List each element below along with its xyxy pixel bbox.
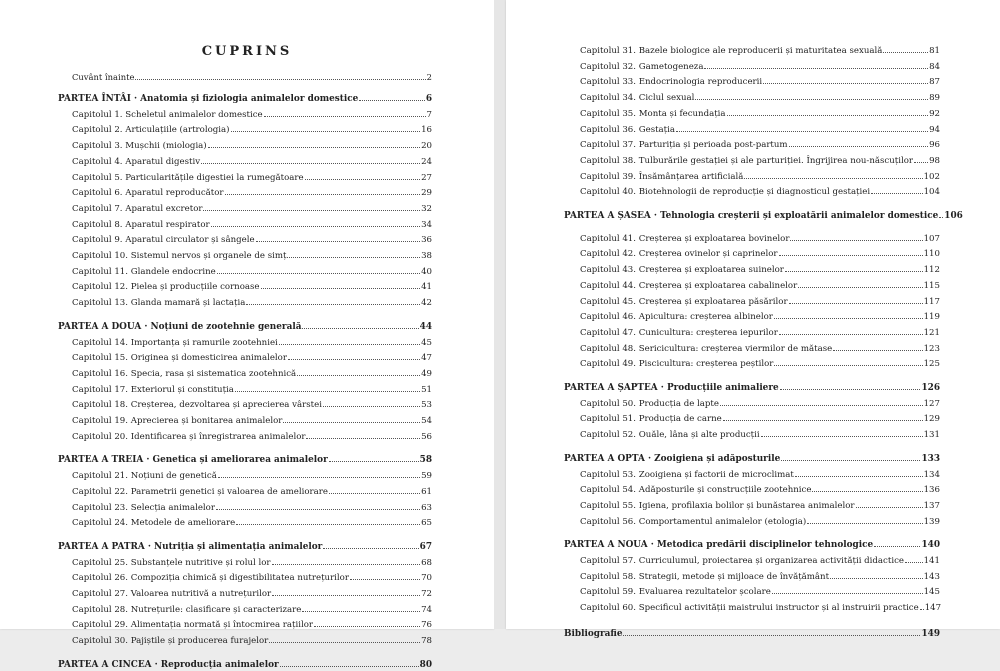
toc-chapter-row <box>580 172 940 183</box>
toc-dot-leader <box>623 635 920 636</box>
toc-chapter-row <box>72 267 432 278</box>
toc-chapter-row <box>72 235 432 246</box>
toc-part-row <box>564 383 940 394</box>
toc-entry-page: 102 <box>923 171 940 182</box>
toc-entry-title: Capitolul 6. Aparatul reproducător <box>72 188 224 199</box>
toc-chapter-row <box>580 156 940 167</box>
toc-chapter-row <box>72 141 432 152</box>
toc-entry-page: 68 <box>421 557 432 568</box>
toc-dot-leader <box>302 328 418 329</box>
toc-chapter-row <box>72 282 432 293</box>
toc-chapter-row <box>580 470 940 481</box>
toc-entry-page: 78 <box>421 636 432 647</box>
toc-dot-leader <box>727 115 929 116</box>
toc-entry-title: PARTEA A ȘASEA · Tehnologia creșterii și exploatării animalelor domestice <box>564 211 939 221</box>
toc-dot-leader <box>135 79 425 80</box>
toc-dot-leader <box>350 579 420 580</box>
toc-dot-leader <box>246 304 420 305</box>
toc-entry-page: 107 <box>923 233 940 244</box>
toc-entry-page: 51 <box>421 384 432 395</box>
toc-entry-page: 104 <box>923 187 940 198</box>
toc-entry-page: 117 <box>923 296 940 307</box>
toc-chapter-row <box>580 265 940 276</box>
toc-entry-title: Capitolul 44. Creșterea și exploatarea cabalinelor <box>580 280 798 291</box>
toc-dot-leader <box>279 344 420 345</box>
toc-entry-title: Capitolul 15. Originea și domesticirea animalelor <box>72 353 287 364</box>
toc-entry-title: Capitolul 56. Comportamentul animalelor (etologia) <box>580 516 807 527</box>
toc-entry-title: Capitolul 57. Curriculumul, proiectarea și organizarea activității didactice <box>580 556 904 567</box>
toc-dot-leader <box>211 226 420 227</box>
toc-entry-title: Capitolul 18. Creșterea, dezvoltarea și aprecierea vârstei <box>72 400 322 411</box>
toc-part-row <box>564 540 940 551</box>
toc-entry-page: 145 <box>923 587 940 598</box>
toc-entry-title: Capitolul 9. Aparatul circulator și sângele <box>72 235 255 246</box>
toc-part-row <box>564 211 963 222</box>
toc-entry-page: 89 <box>929 93 940 104</box>
toc-entry-title: Capitolul 26. Compoziția chimică și digestibilitatea nutrețurilor <box>72 573 349 584</box>
toc-dot-leader <box>305 179 420 180</box>
toc-dot-leader <box>236 524 420 525</box>
toc-chapter-row <box>580 312 940 323</box>
toc-entry-page: 131 <box>923 430 940 441</box>
toc-entry-title: Capitolul 48. Sericicultura: creșterea viermilor de mătase <box>580 343 833 354</box>
toc-entry-title: Capitolul 21. Noțiuni de genetică <box>72 471 217 482</box>
toc-chapter-row <box>72 636 432 647</box>
toc-dot-leader <box>761 436 923 437</box>
toc-entry-page: 115 <box>923 280 940 291</box>
toc-dot-leader <box>225 194 421 195</box>
toc-entry-page: 106 <box>944 211 963 221</box>
toc-dot-leader <box>920 609 924 610</box>
toc-dot-leader <box>323 548 418 549</box>
toc-entry-title: Capitolul 29. Alimentația normată și întocmirea rațiilor <box>72 620 314 631</box>
toc-chapter-row <box>72 157 432 168</box>
toc-entry-page: 27 <box>421 172 432 183</box>
page-left <box>0 0 494 670</box>
toc-entry-title: Capitolul 14. Importanța și ramurile zootehniei <box>72 337 278 348</box>
toc-entry-title: Capitolul 20. Identificarea și înregistrarea animalelor <box>72 431 306 442</box>
toc-dot-leader <box>720 405 923 406</box>
toc-dot-leader <box>763 83 928 84</box>
toc-entry-title: Capitolul 10. Sistemul nervos și organele de simț <box>72 251 287 261</box>
toc-dot-leader <box>789 146 928 147</box>
toc-dot-leader <box>914 162 928 163</box>
toc-entry-title: Capitolul 12. Pielea și producțiile cornoase <box>72 282 260 293</box>
toc-entry-page: 149 <box>921 628 940 639</box>
toc-chapter-row <box>72 204 432 215</box>
toc-dot-leader <box>359 100 425 101</box>
toc-dot-leader <box>807 523 922 524</box>
toc-dot-leader <box>780 389 921 390</box>
toc-entry-title: Capitolul 23. Selecția animalelor <box>72 502 215 513</box>
toc-entry-title: Capitolul 4. Aparatul digestiv <box>72 156 201 167</box>
toc-entry-page: 81 <box>929 46 940 56</box>
toc-entry-title: PARTEA A PATRA · Nutriția și alimentația animalelor <box>58 541 323 552</box>
toc-entry-title: Capitolul 32. Gametogeneza <box>580 61 704 72</box>
toc-dot-leader <box>785 271 923 272</box>
toc-entry-title: Capitolul 50. Producția de lapte <box>580 398 719 409</box>
toc-entry-page: 6 <box>425 94 432 104</box>
toc-entry-page: 137 <box>923 500 940 511</box>
toc-chapter-row <box>72 432 432 443</box>
toc-entry-page: 2 <box>426 72 432 82</box>
toc-chapter-row <box>72 416 432 427</box>
toc-chapter-row <box>72 558 432 569</box>
toc-chapter-row <box>580 572 940 583</box>
toc-entry-title: Capitolul 54. Adăposturile și construcțiile zootehnice <box>580 485 812 496</box>
toc-chapter-row <box>580 125 940 136</box>
toc-dot-leader <box>704 68 928 69</box>
toc-chapter-row <box>580 399 940 410</box>
toc-chapter-row <box>72 589 432 600</box>
toc-entry-page: 45 <box>421 337 432 348</box>
toc-chapter-row <box>72 173 432 184</box>
toc-part-row <box>58 322 432 333</box>
toc-chapter-row <box>580 46 940 57</box>
toc-dot-leader <box>779 334 923 335</box>
toc-entry-page: 34 <box>421 219 432 230</box>
toc-part-row <box>58 660 432 671</box>
toc-dot-leader <box>283 422 420 423</box>
toc-entry-page: 59 <box>421 471 432 482</box>
toc-entry-title: Capitolul 41. Creșterea și exploatarea bovinelor <box>580 233 790 244</box>
toc-entry-page: 36 <box>421 235 432 246</box>
toc-entry-title: Capitolul 51. Producția de carne <box>580 414 722 425</box>
toc-entry-page: 20 <box>421 141 432 152</box>
toc-entry-page: 41 <box>421 282 432 293</box>
toc-entry-title: Capitolul 22. Parametrii genetici și valoarea de ameliorare <box>72 486 328 497</box>
toc-entry-title: PARTEA A CINCEA · Reproducția animalelor <box>58 659 279 670</box>
toc-dot-leader <box>812 491 922 492</box>
toc-entry-page: 47 <box>421 353 432 364</box>
toc-dot-leader <box>297 375 420 376</box>
toc-entry-title: PARTEA A DOUA · Noțiuni de zootehnie generală <box>58 321 302 332</box>
toc-entry-page: 63 <box>421 502 432 513</box>
toc-chapter-row <box>72 518 432 529</box>
toc-chapter-row <box>580 359 940 370</box>
toc-dot-leader <box>871 193 922 194</box>
toc-entry-page: 49 <box>421 368 432 379</box>
toc-chapter-row <box>580 587 940 598</box>
toc-dot-leader <box>288 359 420 360</box>
toc-dot-leader <box>795 476 923 477</box>
toc-dot-leader <box>723 420 923 421</box>
toc-entry-page: 140 <box>921 540 940 551</box>
toc-part-row <box>58 455 432 466</box>
toc-dot-leader <box>833 350 922 351</box>
toc-entry-page: 40 <box>421 266 432 277</box>
toc-chapter-row <box>580 187 940 198</box>
toc-entry-page: 126 <box>921 383 940 394</box>
toc-entry-page: 72 <box>421 589 432 599</box>
toc-entry-title: PARTEA ÎNTÂI · Anatomia și fiziologia animalelor domestice <box>58 94 359 104</box>
toc-entry-page: 134 <box>923 469 940 480</box>
toc-entry-title: Capitolul 34. Ciclul sexual <box>580 93 695 104</box>
toc-title: CUPRINS <box>201 44 293 59</box>
toc-dot-leader <box>256 241 421 242</box>
toc-entry-page: 141 <box>923 556 940 567</box>
toc-dot-leader <box>264 116 426 117</box>
toc-dot-leader <box>874 546 920 547</box>
toc-chapter-row <box>72 573 432 584</box>
toc-entry-page: 123 <box>923 343 940 354</box>
toc-entry-title: Capitolul 17. Exteriorul și constituția <box>72 384 234 395</box>
toc-entry-title: Capitolul 30. Pajiștile și producerea furajelor <box>72 636 269 647</box>
toc-dot-leader <box>329 493 420 494</box>
toc-entry-title: Capitolul 39. Însămânțarea artificială <box>580 171 744 182</box>
toc-dot-leader <box>329 461 419 462</box>
toc-entry-page: 143 <box>923 571 940 582</box>
toc-entry-page: 74 <box>421 604 432 615</box>
toc-part-row <box>58 542 432 553</box>
toc-chapter-row <box>580 249 940 260</box>
toc-entry-title: Capitolul 8. Aparatul respirator <box>72 219 210 230</box>
toc-dot-leader <box>235 391 420 392</box>
toc-dot-leader <box>830 578 923 579</box>
toc-entry-page: 38 <box>421 251 432 261</box>
toc-chapter-row <box>580 328 940 339</box>
toc-entry-page: 80 <box>419 659 432 670</box>
toc-entry-page: 136 <box>923 485 940 496</box>
toc-chapter-row <box>580 234 940 245</box>
toc-chapter-row <box>580 414 940 425</box>
toc-part-row <box>564 629 940 640</box>
toc-chapter-row <box>72 298 432 309</box>
toc-entry-page: 24 <box>421 156 432 167</box>
toc-entry-page: 32 <box>421 203 432 214</box>
toc-entry-title: Capitolul 46. Apicultura: creșterea albinelor <box>580 312 773 323</box>
toc-chapter-row <box>72 353 432 364</box>
toc-entry-title: Capitolul 11. Glandele endocrine <box>72 266 216 277</box>
toc-chapter-row <box>580 109 940 120</box>
toc-dot-leader <box>790 240 922 241</box>
toc-entry-title: PARTEA A NOUA · Metodica predării disciplinelor tehnologice <box>564 540 874 551</box>
page-gutter <box>494 0 506 629</box>
toc-dot-leader <box>272 564 421 565</box>
toc-entry-page: 96 <box>929 140 940 151</box>
toc-entry-page: 112 <box>923 265 940 276</box>
toc-chapter-row <box>580 281 940 292</box>
toc-dot-leader <box>261 288 421 289</box>
toc-entry-title: PARTEA A OPTA · Zooigiena și adăposturile <box>564 453 781 464</box>
toc-entry-title: Capitolul 33. Endocrinologia reproducerii <box>580 77 763 88</box>
toc-entry-title: Capitolul 47. Cunicultura: creșterea iepurilor <box>580 327 778 338</box>
toc-chapter-row <box>72 503 432 514</box>
toc-dot-leader <box>774 318 923 319</box>
toc-dot-leader <box>208 147 420 148</box>
toc-entry-title: Capitolul 13. Glanda mamară și lactația <box>72 298 246 309</box>
toc-entry-page: 54 <box>421 416 432 426</box>
toc-entry-page: 129 <box>923 414 940 425</box>
toc-entry-page: 56 <box>421 431 432 442</box>
toc-entry-page: 133 <box>921 453 940 464</box>
toc-chapter-row <box>72 400 432 411</box>
toc-chapter-row <box>72 188 432 199</box>
toc-entry-title: Capitolul 53. Zooigiena și factorii de microclimat <box>580 469 794 480</box>
toc-entry-title: Capitolul 2. Articulațiile (artrologia) <box>72 125 230 136</box>
toc-entry-page: 87 <box>929 77 940 88</box>
toc-chapter-row <box>580 501 940 512</box>
toc-dot-leader <box>216 509 420 510</box>
toc-entry-title: Capitolul 16. Specia, rasa și sistematica zootehnică <box>72 368 297 379</box>
toc-entry-title: Capitolul 35. Monta și fecundația <box>580 108 726 119</box>
toc-chapter-row <box>72 605 432 616</box>
toc-entry-page: 119 <box>923 312 940 323</box>
toc-dot-leader <box>323 406 420 407</box>
page-right <box>506 0 1000 639</box>
toc-entry-title: Capitolul 42. Creșterea ovinelor și caprinelor <box>580 249 778 260</box>
toc-chapter-row <box>580 140 940 151</box>
toc-dot-leader <box>287 257 420 258</box>
toc-entry-page: 147 <box>924 603 942 614</box>
toc-dot-leader <box>269 642 420 643</box>
toc-dot-leader <box>798 287 922 288</box>
toc-dot-leader <box>856 507 923 508</box>
toc-entry-title: Capitolul 24. Metodele de ameliorare <box>72 518 236 529</box>
toc-chapter-row <box>72 487 432 498</box>
toc-chapter-row <box>72 471 432 482</box>
toc-dot-leader <box>201 163 420 164</box>
toc-entry-page: 67 <box>419 541 432 552</box>
toc-entry-title: Capitolul 59. Evaluarea rezultatelor școlare <box>580 587 771 598</box>
toc-preface-row <box>72 72 432 83</box>
toc-entry-title: Capitolul 40. Biotehnologii de reproducție și diagnosticul gestației <box>580 187 871 198</box>
toc-dot-leader <box>203 210 420 211</box>
toc-chapter-row <box>72 251 432 262</box>
toc-dot-leader <box>781 460 920 461</box>
toc-dot-leader <box>905 562 923 563</box>
toc-entry-page: 110 <box>923 249 940 260</box>
toc-chapter-row <box>580 62 940 73</box>
toc-entry-page: 44 <box>419 321 432 332</box>
toc-dot-leader <box>218 477 420 478</box>
toc-dot-leader <box>772 593 923 594</box>
toc-entry-title: Cuvânt înainte <box>72 72 135 82</box>
toc-entry-title: Capitolul 37. Parturiția și perioada post-partum <box>580 140 788 151</box>
toc-entry-page: 7 <box>426 109 432 120</box>
toc-dot-leader <box>774 365 922 366</box>
toc-entry-title: Capitolul 58. Strategii, metode și mijloace de învățământ <box>580 571 830 582</box>
toc-entry-page: 61 <box>421 486 432 497</box>
toc-dot-leader <box>217 273 420 274</box>
toc-chapter-row <box>580 603 940 614</box>
toc-entry-page: 94 <box>929 124 940 135</box>
toc-entry-title: Capitolul 36. Gestația <box>580 124 676 135</box>
toc-chapter-row <box>72 369 432 380</box>
toc-chapter-row <box>580 344 940 355</box>
toc-entry-title: Capitolul 43. Creșterea și exploatarea suinelor <box>580 265 784 276</box>
toc-entry-title: Capitolul 38. Tulburările gestației și ale parturiției. Îngrijirea nou-născuților <box>580 155 913 166</box>
toc-chapter-row <box>580 517 940 528</box>
toc-entry-title: Capitolul 49. Piscicultura: creșterea peștilor <box>580 359 774 370</box>
toc-entry-title: PARTEA A ȘAPTEA · Producțiile animaliere <box>564 383 779 394</box>
toc-chapter-row <box>72 338 432 349</box>
toc-entry-title: Capitolul 3. Mușchii (miologia) <box>72 141 207 152</box>
toc-entry-page: 121 <box>923 327 940 338</box>
toc-dot-leader <box>302 611 420 612</box>
toc-chapter-row <box>72 620 432 631</box>
toc-dot-leader <box>744 178 922 179</box>
toc-entry-title: Capitolul 19. Aprecierea și bonitarea animalelor <box>72 416 283 426</box>
toc-entry-page: 65 <box>421 518 432 529</box>
toc-entry-title: Capitolul 31. Bazele biologice ale reproducerii și maturitatea sexuală <box>580 46 883 56</box>
toc-dot-leader <box>695 99 928 100</box>
toc-part-row <box>58 94 432 105</box>
toc-chapter-row <box>580 77 940 88</box>
toc-entry-page: 127 <box>923 398 940 409</box>
toc-entry-page: 84 <box>929 61 940 72</box>
toc-dot-leader <box>789 303 923 304</box>
toc-part-row <box>564 454 940 465</box>
toc-entry-title: Capitolul 52. Ouăle, lâna și alte producții <box>580 430 760 441</box>
toc-entry-page: 16 <box>421 125 432 136</box>
toc-entry-page: 125 <box>923 359 940 370</box>
toc-entry-title: Bibliografie <box>564 628 623 639</box>
toc-entry-page: 76 <box>421 620 432 631</box>
toc-dot-leader <box>306 438 420 439</box>
toc-chapter-row <box>580 93 940 104</box>
toc-chapter-row <box>580 485 940 496</box>
toc-entry-page: 58 <box>419 455 432 466</box>
toc-chapter-row <box>72 125 432 136</box>
toc-dot-leader <box>231 131 421 132</box>
toc-chapter-row <box>580 556 940 567</box>
toc-entry-title: Capitolul 45. Creșterea și exploatarea păsărilor <box>580 296 788 307</box>
toc-entry-title: Capitolul 60. Specificul activității maistrului instructor și al instruirii practice <box>580 603 919 614</box>
toc-entry-page: 53 <box>421 400 432 411</box>
toc-dot-leader <box>280 666 419 667</box>
toc-entry-title: PARTEA A TREIA · Genetica și ameliorarea animalelor <box>58 455 328 466</box>
toc-entry-title: Capitolul 28. Nutrețurile: clasificare și caracterizare <box>72 604 302 615</box>
toc-chapter-row <box>580 430 940 441</box>
toc-dot-leader <box>676 131 928 132</box>
toc-entry-title: Capitolul 7. Aparatul excretor <box>72 203 203 214</box>
toc-entry-page: 92 <box>929 108 940 119</box>
toc-dot-leader <box>883 52 928 53</box>
toc-chapter-row <box>580 297 940 308</box>
toc-entry-title: Capitolul 55. Igiena, profilaxia bolilor și bunăstarea animalelor <box>580 500 855 511</box>
toc-entry-title: Capitolul 25. Substanțele nutritive și rolul lor <box>72 557 271 568</box>
toc-entry-page: 42 <box>421 298 432 309</box>
toc-entry-page: 98 <box>929 155 940 166</box>
toc-dot-leader <box>272 595 420 596</box>
toc-chapter-row <box>72 220 432 231</box>
toc-chapter-row <box>72 110 432 121</box>
toc-entry-page: 29 <box>421 188 432 199</box>
toc-entry-page: 139 <box>923 516 940 527</box>
toc-dot-leader <box>939 217 943 218</box>
toc-entry-title: Capitolul 27. Valoarea nutritivă a nutrețurilor <box>72 589 272 599</box>
toc-entry-page: 70 <box>421 573 432 584</box>
toc-dot-leader <box>779 255 923 256</box>
toc-chapter-row <box>72 385 432 396</box>
toc-entry-title: Capitolul 1. Scheletul animalelor domestice <box>72 109 263 120</box>
toc-entry-title: Capitolul 5. Particularitățile digestiei la rumegătoare <box>72 172 304 183</box>
toc-dot-leader <box>314 626 420 627</box>
